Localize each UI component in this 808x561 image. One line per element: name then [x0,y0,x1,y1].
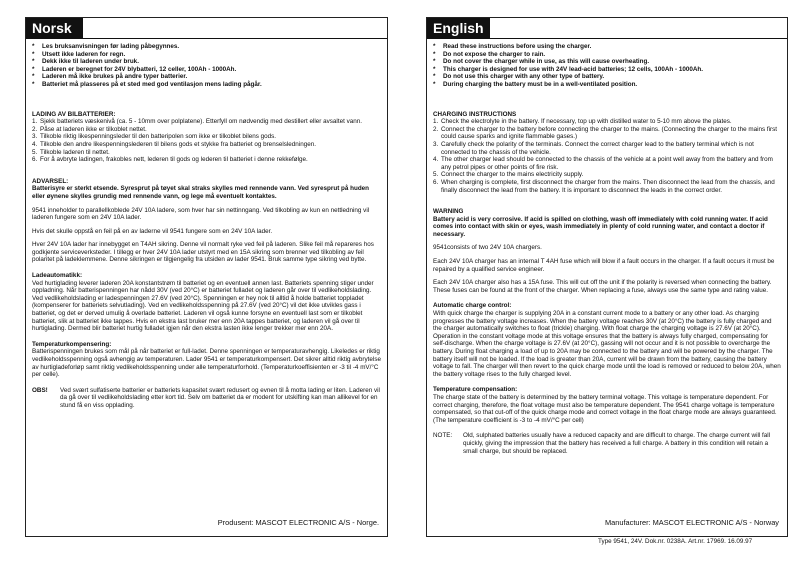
section-title: ADVARSEL: [32,177,69,185]
section-title: Temperaturkompensering: [32,340,112,348]
norsk-content [26,39,387,410]
section-title: WARNING [433,208,464,216]
english-warning-section [433,208,781,238]
step-item: 5. Connect the charger to the mains electricity supply. [433,171,584,179]
norsk-warning-section [32,178,381,201]
document-footer: Type 9541, 24V. Dok.nr. 0238A. Art.nr. 17969. 16.09.97 [598,538,753,545]
step-item: 5. Tilkoble laderen til nettet. [32,148,110,156]
warning-item: * Laderen må ikke brukes på andre typer batterier. [32,73,381,81]
english-note [433,432,781,455]
norsk-header-bar [26,18,387,39]
warning-item: * During charging the battery must be in a well-ventilated position. [433,81,781,89]
step-item: 4. Tilkoble den andre likespenningslederen til bilens gods et stykke fra batteriet og brenselsledningen. [32,140,316,148]
english-temp-section [433,386,781,424]
norsk-warnings [32,43,381,89]
norsk-panel [25,17,388,537]
step-item: 2. Påse at laderen ikke er tilkoblet nettet. [32,125,147,133]
norsk-note [32,387,381,410]
note-label: NOTE: [433,432,453,440]
section-title: LADING AV BILBATTERIER: [32,110,116,118]
english-content [427,39,787,455]
producer-line: Manufacturer: MASCOT ELECTRONIC A/S - Norway [605,518,779,527]
step-item: 1. Sjekk batteriets væskenivå (ca. 5 - 10mm over polplatene). Etterfyll om nødvendig med destillert eller avsaltet vann. [32,118,362,126]
step-item: 3. Tilkoble riktig likespenningsleder til den batteripolen som ikke er tilkoblet bilens gods. [32,133,277,141]
norsk-charging-section [32,111,381,164]
section-text: The charge state of the battery is determined by the battery terminal voltage. This voltage is temperature dependent. For correct charging, therefore, the float voltage must also be temperature dependent. The 9541 charge voltage is temperature compensated, so that cut-off of the quick charge mode and correct voltage in the float charge mode are always guaranteed. (The temperature coefficient is -3 to -4 mV/°C per cell) [433,393,777,424]
warning-item: * Laderen er beregnet for 24V blybatteri, 12 celler, 100Ah - 1000Ah. [32,66,381,74]
warning-item: * Do not cover the charger while in use, as this will cause overheating. [433,58,781,66]
note-label: OBS! [32,386,48,394]
paragraph: Hver 24V 10A lader har innebygget en T4AH sikring. Denne vil normalt ryke ved feil på laderen. Slike feil må repareres hos godkjente serviceverksteder. I tillegg er hver 24V 10A lader utstyrt med en 15A sikring som brenner ved tilkobling av feil polaritet på ladeklemmene. Denne sikringen er tilgjengelig fra utsiden av lader 9541. Bruk samme type sikring ved bytte. [32,241,374,264]
paragraph: 9541consists of two 24V 10A chargers. [433,244,542,252]
norsk-auto-section [32,272,381,333]
norsk-header: Norsk [26,18,83,38]
english-header: English [427,18,490,38]
warning-item: * Utsett ikke laderen for regn. [32,51,381,59]
step-item: 4. The other charger lead should be connected to the chassis of the vehicle at a point well away from the battery and from any petrol pipes or other points of fire risk. [433,156,773,171]
paragraph: 9541 inneholder to parallellkoblede 24V 10A ladere, som hver har sin nettinngang. Ved tilkobling av kun en nettledning vil laderen fungere som en 24V 10A lader. [32,206,370,222]
step-item: 6. When charging is complete, first disconnect the charger from the mains. Then disconnect the lead from the chassis, and finally disconnect the lead from the battery. It is important to disconnect the leads in the correct order. [433,178,775,194]
norsk-charging-steps [32,118,381,164]
english-panel [426,17,788,537]
warning-item: * Read these instructions before using the charger. [433,43,781,51]
english-charging-steps [433,118,781,194]
warning-text: Batterisyre er sterkt etsende. Syresprut på tøyet skal straks skylles med rennende vann. Ved syresprut på huden eller øynene skylles grundig med rennende vann, og lege må eventuelt kontaktes. [32,185,370,200]
english-auto-section [433,302,781,378]
step-item: 3. Carefully check the polarity of the terminals. Connect the correct charger lead to the battery terminal which is not connected to the chassis of the vehicle. [433,140,754,156]
warning-item: * Do not expose the charger to rain. [433,51,781,59]
step-item: 1. Check the electrolyte in the battery. If necessary, top up with distilled water to 5-10 mm above the plates. [433,118,732,126]
section-title: Automatic charge control: [433,302,512,310]
section-text: With quick charge the charger is supplying 20A in a constant current mode to a battery or any other load. As charging progresses the battery voltage increases. When the battery voltage reaches 30V (at 20°C) the battery is fully charged and the charger automatically switches to float (trickle) charging. With float charge the charging voltage is 27.6V (at 20°C). Operation in the constant voltage mode at this voltage ensures that the battery is always fully charged, compensating for self-discharge. When the charge voltage is 27.6V (at 20°C), gassing will not occur and it is not possible to overcharge the battery. During float charging a load of up to 20A may be connected to the battery and will be powered by the charger. The battery itself will not be loaded. If the load is greater than 20A, current will be drawn from the battery, causing the battery voltage to fall. The charger will then revert to the quick charge mode until the load is removed or reduced to below 20A, when the battery voltage rises to the fully charged level. [433,310,781,378]
warning-item: * This charger is designed for use with 24V lead-acid batteries; 12 cells, 100Ah - 1000Ah. [433,66,781,74]
warning-item: * Dekk ikke til laderen under bruk. [32,58,381,66]
warning-item: * Batteriet må plasseres på et sted med god ventilasjon mens lading pågår. [32,81,381,89]
note-text: Old, sulphated batteries usually have a reduced capacity and are difficult to charge. The charge current will fall quickly, giving the impression that the battery has received a full charge. A battery in this condition will retain a small charge, but should be replaced. [463,432,771,455]
section-title: CHARGING INSTRUCTIONS [433,110,517,118]
note-text: Ved svært sulfatiserte batterier er batteriets kapasitet svært redusert og evnen til å motta lading er liten. Laderen vil da gå over til vedlikeholdslading etter kort tid. Selv om batteriet da er modent for utskifting kan man allikevel for en stund få en viss opplading. [60,386,380,409]
paragraph: Hvis det skulle oppstå en feil på en av laderne vil 9541 fungere som en 24V 10A lader. [32,227,273,235]
warning-text: Battery acid is very corrosive. If acid is spilled on clothing, wash off immediately with cold running water. If acid comes into contact with skin or eyes, wash immediately in plenty of cold running water, and contact a doctor if necessary. [433,215,768,238]
section-text: Ved hurtiglading leverer laderen 20A konstantstrøm til batteriet og en eventuell annen last. Batteriets spenning stiger under oppladning. Når batterispenningen har nådd 30V (ved 20°C) er batteriet fulladet og laderen går over til vedlikeholdslading. Ved vedlikeholdslading er ladespenningen 27.6V (ved 20°C). Spenningen er hey nok til alltid å holde batteriet toppladet (kompenserer for batteriets selvutlading). Ved en vedlikeholdsspenning på 27.6V (ved 20°C) vil det ikke utvikles gass i batteriet, og det er derved umulig å overlade batteriet. Laderen vil også kunne forsyne en eventuell last som er tilkoblet batteriet, slik at batteriet ikke tappes. Hvis en ekstra last bruker mer enn 20A tappes batteriet, og laderen vil gå over til hurtiglading. Dermed blir batteriet hurtig fulladet igjen når den ekstra lasten ikke lenger trekker mer enn 20A. [32,279,374,333]
warning-item: * Do not use this charger with any other type of battery. [433,73,781,81]
paragraph: Each 24V 10A charger also has a 15A fuse. This will cut off the unit if the polarity is reversed when connecting the battery. These fuses can be found at the front of the charger. When replacing a fuse, always use the same type and rating value. [433,279,772,294]
section-title: Ladeautomatikk: [32,272,83,280]
section-title: Temperature compensation: [433,386,518,394]
section-text: Batterispenningen brukes som mål på når batteriet er full-ladet. Denne spenningen er temperaturavhengig. Likeledes er riktig vedlikeholdsspenning også avhengig av temperaturen. Lader 9541 er temperaturkompensert. Det sikrer alltid riktig avbrytelse av hurtigladeforløp samt riktig vedlikeholdsspenning under alle temperaturforhold. (Temperaturkoeffisienten er -3 til -4 mV/°C per celle). [32,348,381,379]
norsk-temp-section [32,341,381,379]
paragraph: Each 24V 10A charger has an internal T 4AH fuse which will blow if a fault occurs in the charger. If a fault occurs it must be repaired by a qualified service engineer. [433,258,775,273]
english-warnings [433,43,781,89]
step-item: 6. For å avbryte ladingen, frakobles nett, lederen til gods og lederen til batteriet i denne rekkefølge. [32,156,308,164]
english-charging-section [433,111,781,195]
warning-item: * Les bruksanvisningen før lading påbegynnes. [32,43,381,51]
producer-line: Produsent: MASCOT ELECTRONIC A/S - Norge. [217,518,379,527]
step-item: 2. Connect the charger to the battery before connecting the charger to the mains. (Connecting the charger to the mains first could cause sparks and ignite flammable gases.) [433,125,778,141]
english-header-bar [427,18,787,39]
